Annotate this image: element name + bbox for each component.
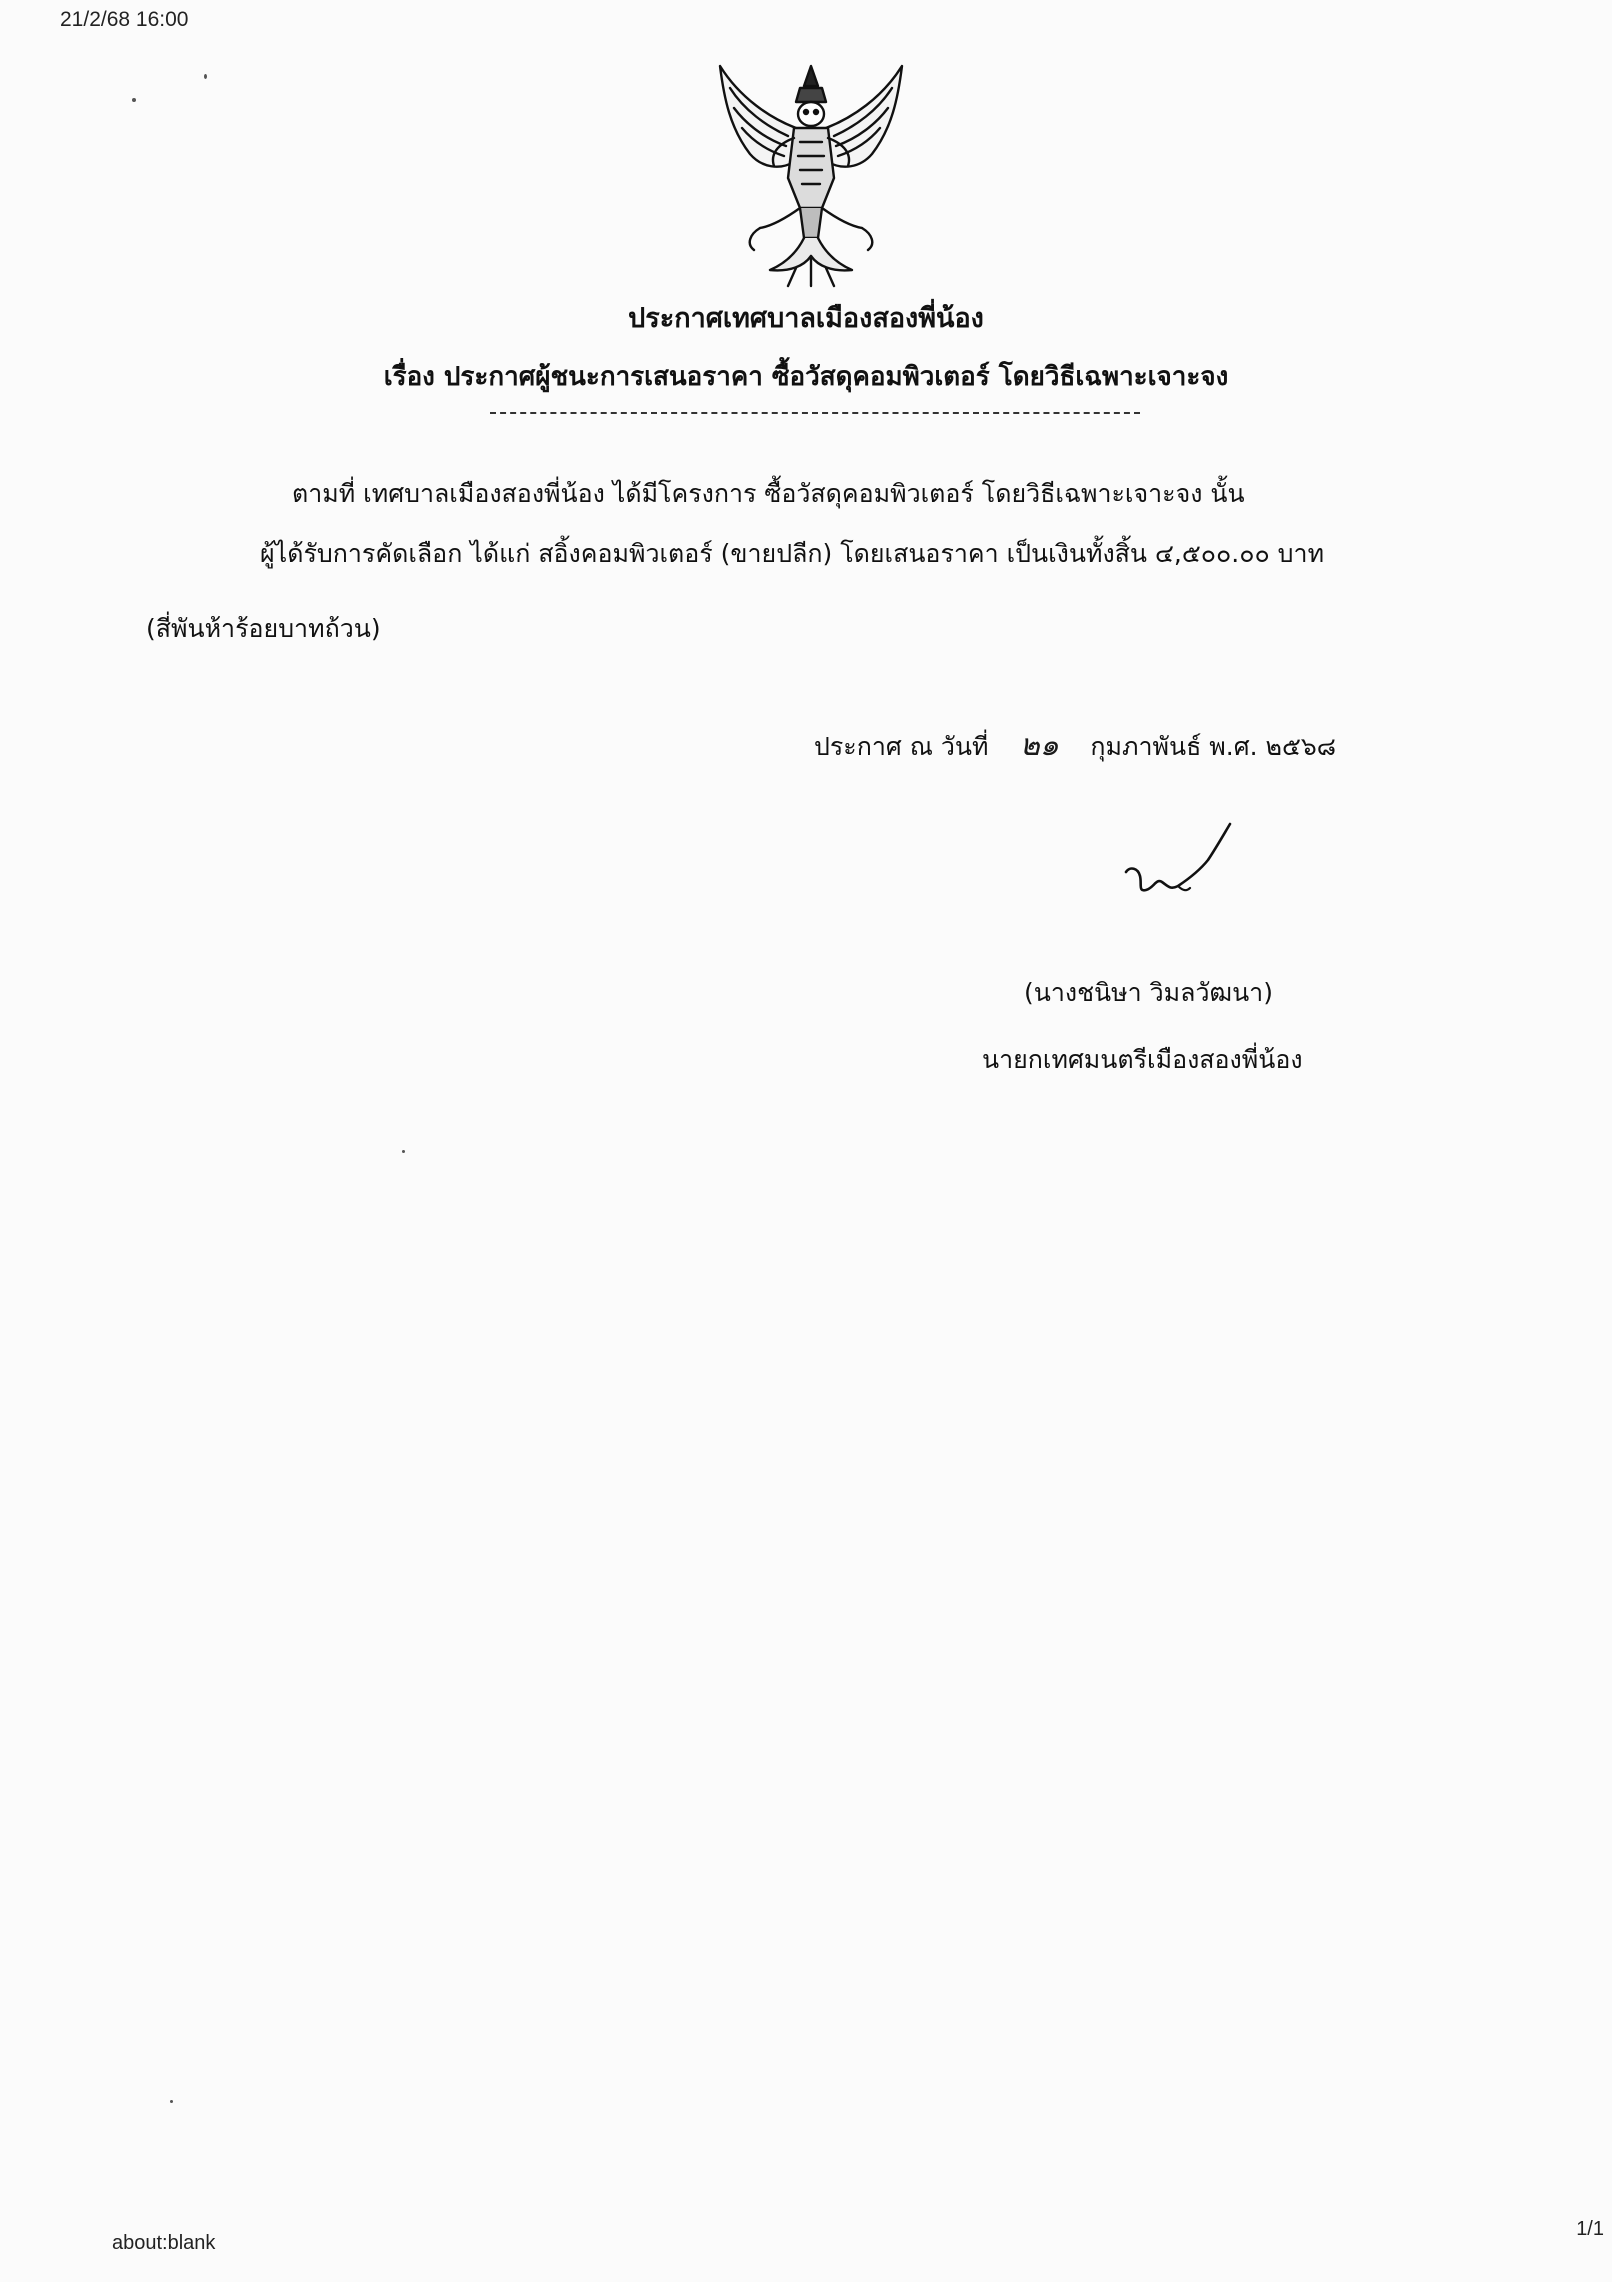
paragraph-line-2: ผู้ได้รับการคัดเลือก ได้แก่ สอิ้งคอมพิวเตอร์ (ขายปลีก) โดยเสนอราคา เป็นเงินทั้งสิ้น ๔,๕๐๐.๐๐ บาท (260, 539, 1325, 568)
scan-speck (402, 1150, 405, 1153)
print-footer-url: about:blank (112, 2232, 216, 2254)
announcement-title: ประกาศเทศบาลเมืองสองพี่น้อง (628, 303, 984, 334)
announcement-date (814, 722, 1336, 769)
announcement-subject: เรื่อง ประกาศผู้ชนะการเสนอราคา ซื้อวัสดุคอมพิวเตอร์ โดยวิธีเฉพาะเจาะจง (383, 362, 1229, 392)
date-suffix: กุมภาพันธ์ พ.ศ. ๒๕๖๘ (1090, 732, 1337, 761)
garuda-emblem-icon (700, 58, 922, 293)
scan-speck (170, 2100, 173, 2103)
paragraph-line-1: ตามที่ เทศบาลเมืองสองพี่น้อง ได้มีโครงการ ซื้อวัสดุคอมพิวเตอร์ โดยวิธีเฉพาะเจาะจง นั้น (292, 479, 1245, 508)
date-prefix: ประกาศ ณ วันที่ (814, 732, 989, 761)
signer-name: (นางชนิษา วิมลวัฒนา) (1024, 978, 1273, 1007)
signature-mark (1120, 820, 1260, 920)
print-footer-page: 1/1 (1576, 2218, 1604, 2240)
print-header-datetime: 21/2/68 16:00 (60, 8, 189, 31)
separator-line (490, 412, 1140, 414)
paragraph-line-3: (สี่พันห้าร้อยบาทถ้วน) (146, 614, 381, 643)
date-day-handwritten: ๒๑ (1020, 728, 1059, 763)
scan-speck (204, 74, 207, 79)
scan-speck (132, 98, 136, 102)
signer-title: นายกเทศมนตรีเมืองสองพี่น้อง (982, 1045, 1303, 1074)
